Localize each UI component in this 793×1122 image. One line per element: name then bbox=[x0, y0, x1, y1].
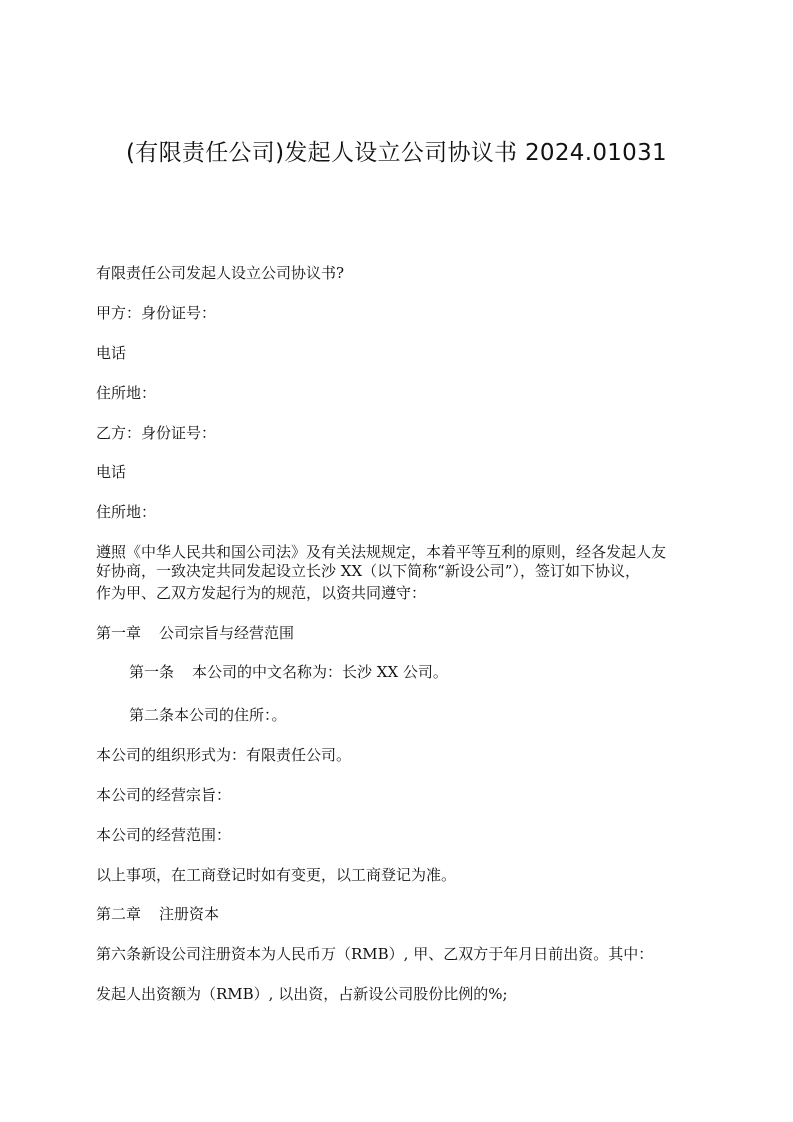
article-1-number: 第一条 bbox=[129, 663, 175, 681]
capital-contribution: 发起人出资额为（RMB）, 以出资，占新设公司股份比例的%; bbox=[96, 985, 508, 1003]
organization-form: 本公司的组织形式为：有限责任公司。 bbox=[96, 746, 352, 764]
party-a-phone: 电话 bbox=[96, 344, 127, 362]
chapter-1-title: 公司宗旨与经营范围 bbox=[159, 624, 295, 642]
party-b-id-line: 乙方：身份证号： bbox=[96, 424, 217, 442]
registration-note: 以上事项，在工商登记时如有变更，以工商登记为准。 bbox=[96, 866, 457, 884]
preamble-line-3: 作为甲、乙双方发起行为的规范，以资共同遵守： bbox=[96, 584, 427, 602]
article-6: 第六条新设公司注册资本为人民币万（RMB）, 甲、乙双方于年月日前出资。其中： bbox=[96, 945, 654, 963]
business-scope: 本公司的经营范围： bbox=[96, 826, 232, 844]
article-1 bbox=[129, 661, 448, 683]
preamble-line-2: 好协商，一致决定共同发起设立长沙 XX（以下简称“新设公司”），签订如下协议， bbox=[96, 562, 640, 580]
chapter-2-heading bbox=[96, 903, 219, 925]
chapter-1-heading bbox=[96, 622, 294, 644]
chapter-2-number: 第二章 bbox=[96, 905, 142, 923]
agreement-subtitle: 有限责任公司发起人设立公司协议书? bbox=[96, 264, 345, 282]
article-1-text: 本公司的中文名称为：长沙 XX 公司。 bbox=[192, 663, 448, 681]
article-2: 第二条本公司的住所：。 bbox=[129, 706, 287, 724]
party-b-phone: 电话 bbox=[96, 463, 127, 481]
document-title: (有限责任公司)发起人设立公司协议书 2024.01031 bbox=[126, 140, 667, 166]
party-a-id-line: 甲方：身份证号： bbox=[96, 304, 217, 322]
preamble-line-1: 遵照《中华人民共和国公司法》及有关法规规定，本着平等互利的原则，经各发起人友 bbox=[96, 543, 667, 561]
business-purpose: 本公司的经营宗旨： bbox=[96, 786, 232, 804]
chapter-2-title: 注册资本 bbox=[159, 905, 220, 923]
party-a-address: 住所地： bbox=[96, 384, 157, 402]
chapter-1-number: 第一章 bbox=[96, 624, 142, 642]
party-b-address: 住所地： bbox=[96, 503, 157, 521]
